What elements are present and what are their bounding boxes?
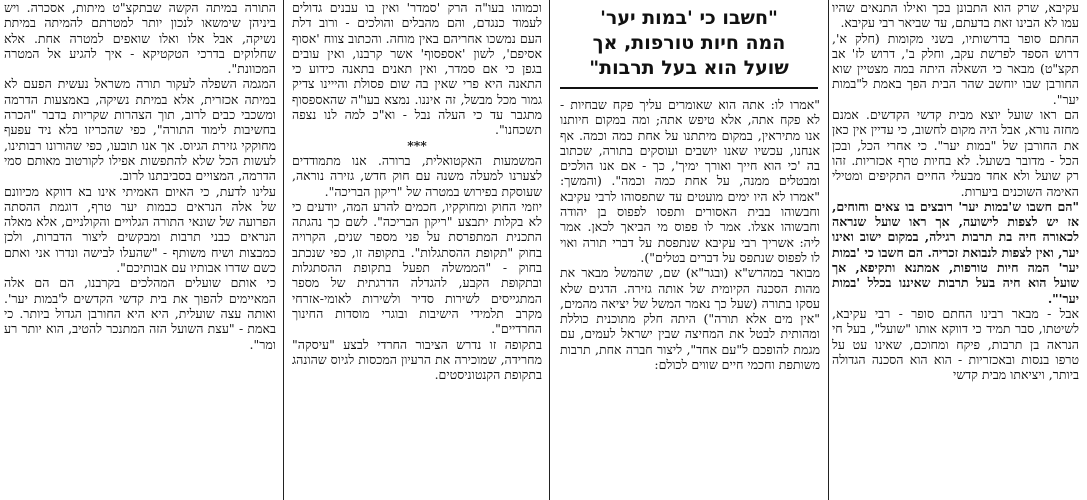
article-column-1 <box>832 0 1079 500</box>
article-paragraph: וכמוהו בעו"ה הרק 'סמדר' ואין בו עבנים גדולים לעמוד כנגדם, והם מהבלים והולכים - ורוב דלת העם נמשכו אחריהם באין מוחה. והכתוב צווח 'אסוף אסיפם', לשון 'אספסוף' אשר קרבנו, ואין עובים בגפן כי אם סמדר, ואין תאנים בתאנה כידוע כי התאנה היא פרי שאין בה שום פסולת והייינו צדיק גמור מכל מבשל, זה איננו. נמצא בעו"ה שהאספסוף מתגבר עד כי העלה נבל - וא"כ למה לנו נצפה תשכחנו". <box>292 0 542 138</box>
article-paragraph: עלינו לדעת, כי האיום האמיתי אינו בא דווקא מכיוונם של אלה הנראים כבמות יער טרף, דוגמת ההסתה הפרועה של שונאי התורה הגלויים והקולניים, אלא מאלה הנראים כבני תרבות ומבקשים ליצור הדברות, ולכן כמבצות ושיח משותף - "שהעלו לבישה ונדרו אני ואתם כשם שדרו אבותיו עם אבותיכם". <box>4 183 276 276</box>
article-paragraph: עקיבא, שרק הוא התבונן בכך ואילו התנאים שהיו עמו לא הבינו זאת בדעתם, עד שביאר רבי עקיבא. <box>832 0 1079 31</box>
article-paragraph: יוזמי החוק ומחוקקיו, חכמים להרע המה, יודעים כי לא בקלות יתבצע "ריקון הבריכה". לשם כך נהגתה התכנית המתפרסת על פני מספר שנים, הקרויה בחוק "תקופת ההסתגלות". בתקופה זו, כפי שנכתב בחוק - "הממשלה תפעל בתקופת ההסתגלות ובתקופת הקבע, להגדלה הדרגתית של מספר המתגייסים לשירות סדיר ולשירות לאומי-אזרחי מקרב תלמידי הישיבות ובוגרי מוסדות החינוך החרדיים". <box>292 198 542 337</box>
article-column-3 <box>292 0 542 500</box>
column-divider <box>828 0 829 500</box>
section-separator: *** <box>407 137 427 153</box>
article-paragraph: אבל - מבאר רבינו החתם סופר - רבי עקיבא, לשיטתו, סבר תמיד כי דווקא אותו "שועל", בעל חי הנראה בן תרבות, פיקח ומחוכם, שאינו עט על טרפו בנסות ובאכזריות - הוא הוא הסכנה הגדולה ביותר, ויציאתו מבית קדשי <box>832 305 1079 383</box>
article-paragraph: כי אותם שועלים המהלכים בקרבנו, הם הם אלה המאיימים להפוך את בית קדשי הקדשים ל'במות יער'. ואותה עצה שועלית, היא היא החורבן הגדול ביותר. כי באמת - "עצת השועל הזה המתנכר להטיב, הוא יותר רע ומר". <box>4 275 276 352</box>
article-column-4 <box>4 0 276 500</box>
article-paragraph: התורה במיתה הקשה שבתקצ"ט מיתות, אסכרה. ויש ביניהן שימשאו לנכון יותר למטרתם להמיתה במיתת נשיקה, אבל אלו ואלו שואפים למטרה אחת. אלא שחלוקים בדרכי הטקטיקא - איך להגיע אל המטרה המכוונת". <box>4 0 276 77</box>
article-paragraph: "הם חשבו ש'במות יער' רובצים בו צאים וחוחים, אז יש לצפות לישועה, אך ראו שועל שנראה לכאורה חיה בת תרבות רגילה, במקום ישוב ואינו יער, ואין לצפות לנבואת זכריה. הם חשבו כי 'במות יער' המה חיות טורפות, אמתנא ותקיפא, אך שועל הוא חיה בעל תרבות שאיננו בכלל 'במות יער'". <box>832 198 1079 306</box>
column-divider <box>549 0 550 500</box>
column-divider <box>283 0 284 500</box>
pull-quote-line: המה חיות טורפות, אך <box>592 32 786 54</box>
article-paragraph: "אמרו לו: אתה הוא שאומרים עליך פקח שבחיות - לא פקח אתה, אלא טיפש אתה; ומה במקום חיותנו אנו מתיראין, במקום מיתתנו על אחת כמה וכמה. אף אנחנו, עכשיו שאנו יושבים ועוסקים בתורה, שכתוב בה 'כי הוא חייך ואורך ימיך', כך - אם אנו הולכים ומבטלים ממנה, על אחת כמה וכמה". (והמשך: "אמרו לא היו ימים מועטים עד שתפסוהו לרבי עקיבא וחבשוהו בבית האסורים ותפסו לפפוס בן יהודה וחבשוהו אצלו. אמר לו פפוס מי הביאך לכאן. אמר ליה: אשריך רבי עקיבא שנתפסת על דברי תורה ואוי לו לפפוס שנתפס על דברים בטלים"). <box>560 97 820 265</box>
pull-quote <box>554 6 824 81</box>
pull-quote-line: שועל הוא בעל תרבות" <box>589 57 789 79</box>
article-paragraph: מבואר במהרש"א (ובגר"א) שם, שהמשל מבאר את מהות הסכנה הקיומית של אותה גזירה. הדגים שלא עסקו בתורה (שעל כך נאמר המשל של יציאה מהמים, "אין מים אלא תורה") היתה חלק מתוכנית כוללת ומהותית לבטל את המחיצה שבין ישראל לעמים, עם מגמת להופכם ל"עם אחד", ליצור חברה אחת, תרבות משותפת וחכמי חיים שווים לכולם: <box>560 265 820 373</box>
article-paragraph: בתקופה זו נדרש הציבור החרדי לבצע "עיסקה" מחרידה, שמוכירה את הרעיון המכסות לגיוס שהונהג בתקופת הקנטוניסטים. <box>292 336 542 383</box>
article-paragraph: החתם סופר בדרשותיו, בשני מקומות (חלק א', דרוש הספד לפרשת עקב, וחלק ב', דרוש לז' אב תקצ"ט) מבאר כי השאלה היתה במה מצטיין שוא החורבן שבו יוחשב שהר הבית הפך באמת ל"במות יער". <box>832 30 1079 107</box>
article-paragraph: הם ראו שועל יוצא מבית קדשי הקדשים. אמנם מחזה נורא, אבל היה מקום לחשוב, כי עדיין אין כאן את החורבן של "במות יער". כי אחרי הכל, ובכן הכל - מדובר בשועל. לא בחיות טרף אכזריות. זהו רק שועל ולא אחד מבעלי החיים התקיפים ומטילי האימה השוכנים ביערות. <box>832 107 1079 199</box>
pull-quote-rule <box>560 87 818 89</box>
article-paragraph: המגמה השפלה לעקור תורה משראל נעשית הפעם לא במיתה אכזרית, אלא במיתת נשיקה, באמצעות הדרמה ומשכבי כבים לרוב, תוך הצהרות שקריות בדבר "הכרה בחשיבות לימוד התורה", כפי שהכריזו בלא ניד עפעף מחוקקי גזירת הגיוס. אך אנו תובעו, כפי שהורונו רבותינו, לעשות הכל שלא להתפשות אפילו לקורטוב מאותם סמי הדרמה, המצויים בסביבתנו לרוב. <box>4 76 276 184</box>
article-column-2 <box>560 97 820 500</box>
article-paragraph: המשמעות האקטואלית, ברורה. אנו מתמודדים לצערנו למעלה משנה עם חוק חדש, גזירה נוראה, שעוסקת בפירוש במטרה של "ריקון הבריכה". <box>292 152 542 199</box>
pull-quote-line: "חשבו כי 'במות יער' <box>600 7 778 29</box>
